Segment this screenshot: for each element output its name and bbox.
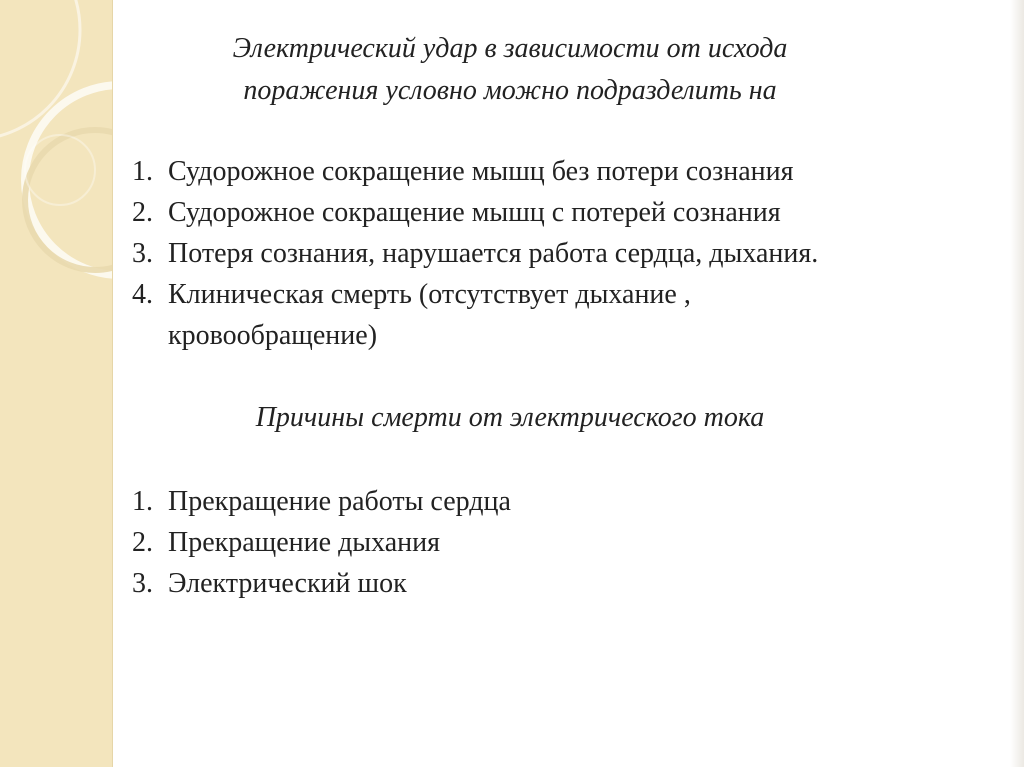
shock-outcome-list [132,151,818,356]
item-text: Судорожное сокращение мышц без потери сознания [168,156,794,187]
item-text: Клиническая смерть (отсутствует дыхание , [168,279,691,310]
list-item [132,563,511,604]
item-text: Электрический шок [168,568,407,599]
item-number: 3. [132,238,153,269]
causes-list [132,481,511,604]
item-text: Прекращение дыхания [168,527,441,558]
decorative-rings-icon [0,0,112,767]
item-text: Прекращение работы сердца [168,486,511,517]
decorative-sidebar [0,0,113,767]
list-item [132,481,511,522]
list-item [132,233,818,274]
heading-causes-of-death: Причины смерти от электрического тока [255,402,765,433]
list-item [132,522,511,563]
item-number: 1. [132,486,153,517]
heading-line: Электрический удар в зависимости от исхода [232,33,788,64]
item-text: Судорожное сокращение мышц с потерей сознания [168,197,781,228]
item-number: 4. [132,279,153,310]
item-text-continued: кровообращение) [168,320,378,351]
item-number: 1. [132,156,153,187]
list-item [132,274,818,356]
heading-line: поражения условно можно подразделить на [243,75,777,106]
list-item [132,192,818,233]
heading-electric-shock [120,28,900,112]
item-text: Потеря сознания, нарушается работа сердца, дыхания. [168,238,819,269]
item-number: 2. [132,527,153,558]
item-number: 3. [132,568,153,599]
right-edge-shadow [1010,0,1024,767]
list-item [132,151,818,192]
item-number: 2. [132,197,153,228]
